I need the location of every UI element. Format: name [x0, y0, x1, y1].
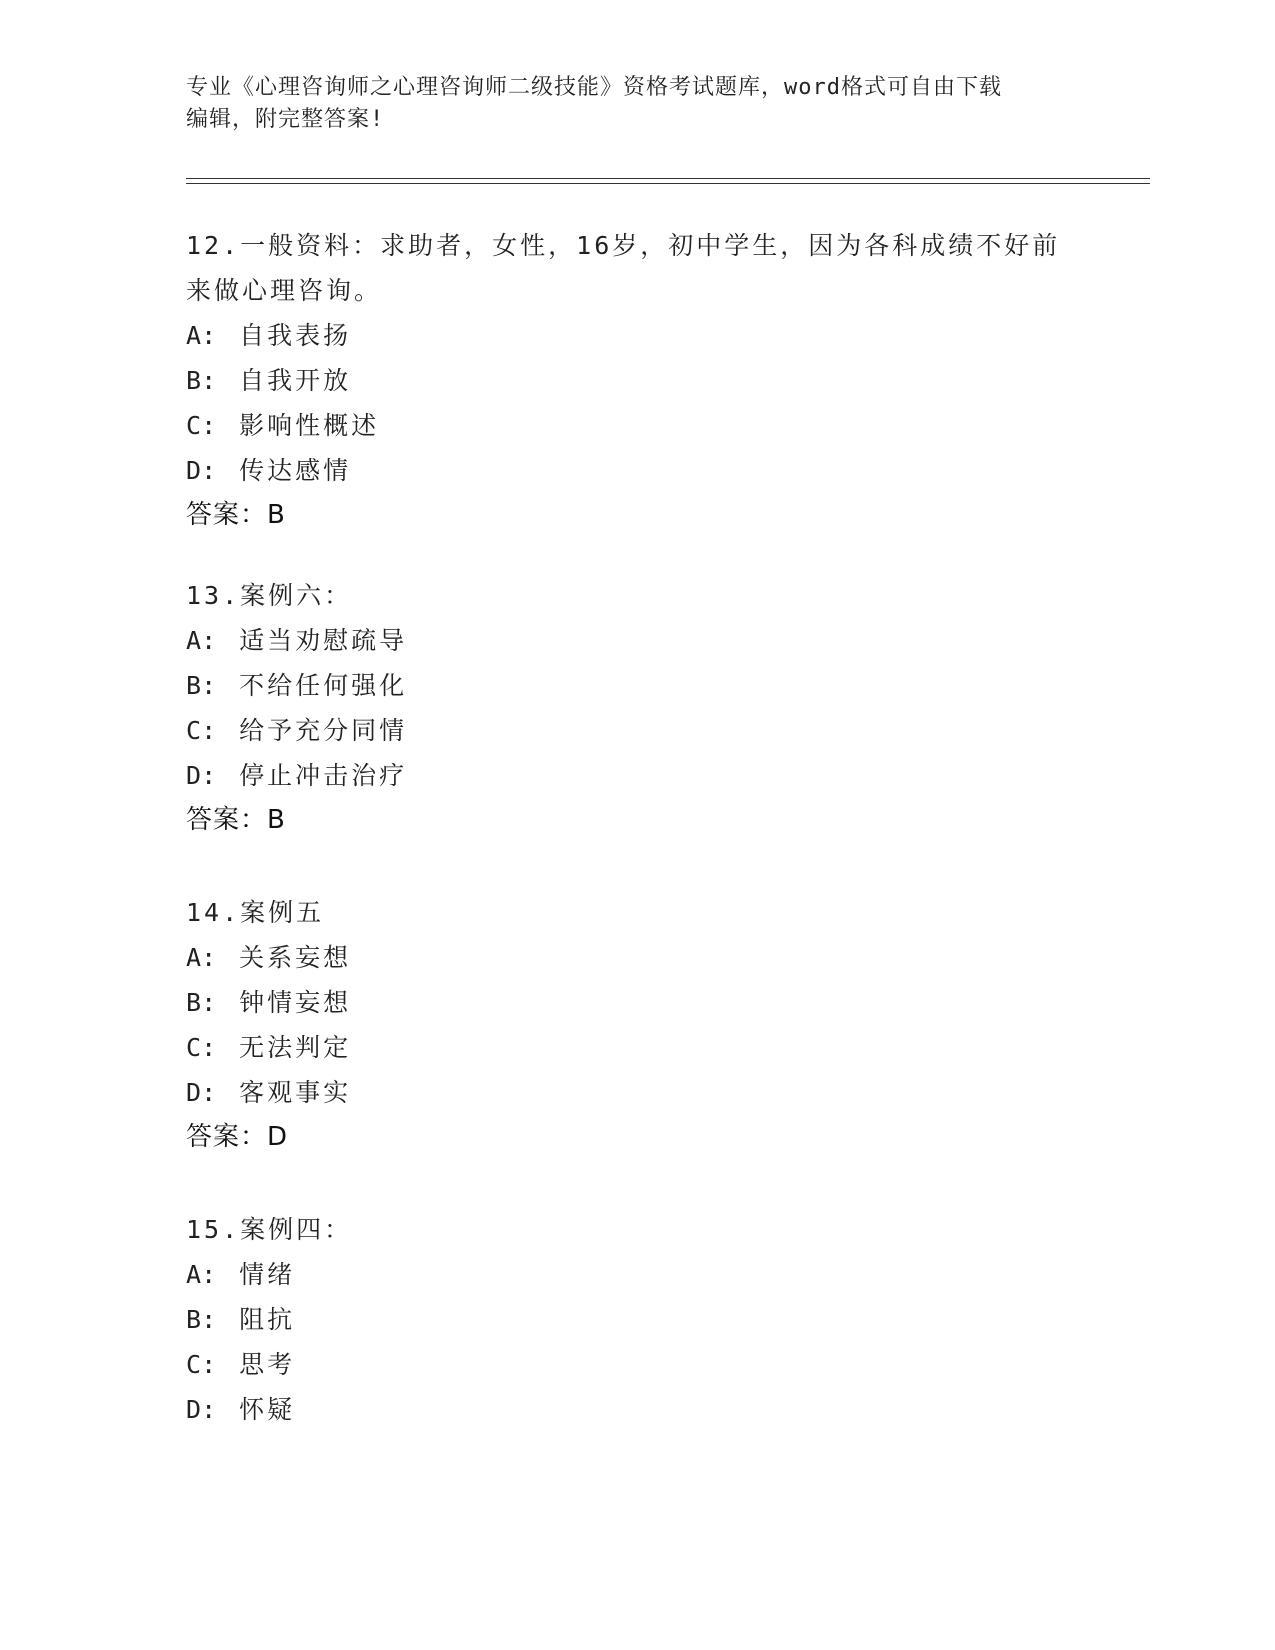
option-letter: D [186, 1395, 202, 1424]
option-a: A: 情绪 [186, 1260, 296, 1289]
option-letter: B [186, 988, 202, 1017]
option-d: D: 怀疑 [186, 1395, 296, 1424]
option-letter: C [186, 716, 202, 745]
answer-line: 答案：B [186, 500, 286, 530]
option-letter: A [186, 943, 202, 972]
document-header [186, 72, 1086, 136]
option-text: 停止冲击治疗 [239, 761, 408, 790]
option-text: 思考 [239, 1350, 296, 1379]
option-letter: D [186, 456, 202, 485]
option-text: 怀疑 [239, 1395, 296, 1424]
option-letter: A [186, 321, 202, 350]
option-letter: B [186, 1305, 202, 1334]
question-stem-continued: 来做心理咨询。 [186, 276, 383, 305]
option-d: D: 传达感情 [186, 456, 352, 485]
question-stem: 14.案例五 [186, 898, 325, 927]
option-b: B: 钟情妄想 [186, 988, 352, 1017]
option-text: 不给任何强化 [239, 671, 408, 700]
option-text: 影响性概述 [239, 411, 380, 440]
answer-line: 答案：B [186, 805, 286, 835]
option-text: 客观事实 [239, 1078, 352, 1107]
option-text: 阻抗 [239, 1305, 296, 1334]
option-letter: D [186, 1078, 202, 1107]
header-divider-bottom [186, 183, 1150, 184]
option-text: 自我表扬 [239, 321, 352, 350]
option-text: 自我开放 [239, 366, 352, 395]
option-c: C: 影响性概述 [186, 411, 380, 440]
option-a: A: 自我表扬 [186, 321, 352, 350]
option-letter: A [186, 1260, 202, 1289]
option-text: 传达感情 [239, 456, 352, 485]
option-a: A: 适当劝慰疏导 [186, 626, 408, 655]
option-letter: A [186, 626, 202, 655]
option-text: 情绪 [239, 1260, 296, 1289]
option-d: D: 停止冲击治疗 [186, 761, 408, 790]
question-14 [186, 890, 1086, 1160]
option-letter: C [186, 1033, 202, 1062]
option-text: 关系妄想 [239, 943, 352, 972]
option-b: B: 自我开放 [186, 366, 352, 395]
option-b: B: 阻抗 [186, 1305, 296, 1334]
answer-line: 答案：D [186, 1122, 289, 1152]
header-divider-top [186, 178, 1150, 179]
question-stem: 12.一般资料：求助者，女性，16岁，初中学生，因为各科成绩不好前 [186, 231, 1061, 260]
option-c: C: 给予充分同情 [186, 716, 408, 745]
option-letter: C [186, 411, 202, 440]
question-13 [186, 573, 1086, 843]
header-line-2: 编辑，附完整答案! [186, 107, 385, 132]
option-c: C: 无法判定 [186, 1033, 352, 1062]
option-text: 无法判定 [239, 1033, 352, 1062]
option-letter: C [186, 1350, 202, 1379]
option-letter: B [186, 366, 202, 395]
option-a: A: 关系妄想 [186, 943, 352, 972]
question-stem: 13.案例六： [186, 581, 353, 610]
option-text: 适当劝慰疏导 [239, 626, 408, 655]
option-d: D: 客观事实 [186, 1078, 352, 1107]
option-letter: D [186, 761, 202, 790]
question-stem: 15.案例四： [186, 1215, 353, 1244]
question-12 [186, 223, 1086, 538]
option-b: B: 不给任何强化 [186, 671, 408, 700]
option-letter: B [186, 671, 202, 700]
header-line-1: 专业《心理咨询师之心理咨询师二级技能》资格考试题库，word格式可自由下载 [186, 75, 1002, 100]
option-text: 给予充分同情 [239, 716, 408, 745]
question-15 [186, 1207, 1086, 1432]
option-c: C: 思考 [186, 1350, 296, 1379]
option-text: 钟情妄想 [239, 988, 352, 1017]
